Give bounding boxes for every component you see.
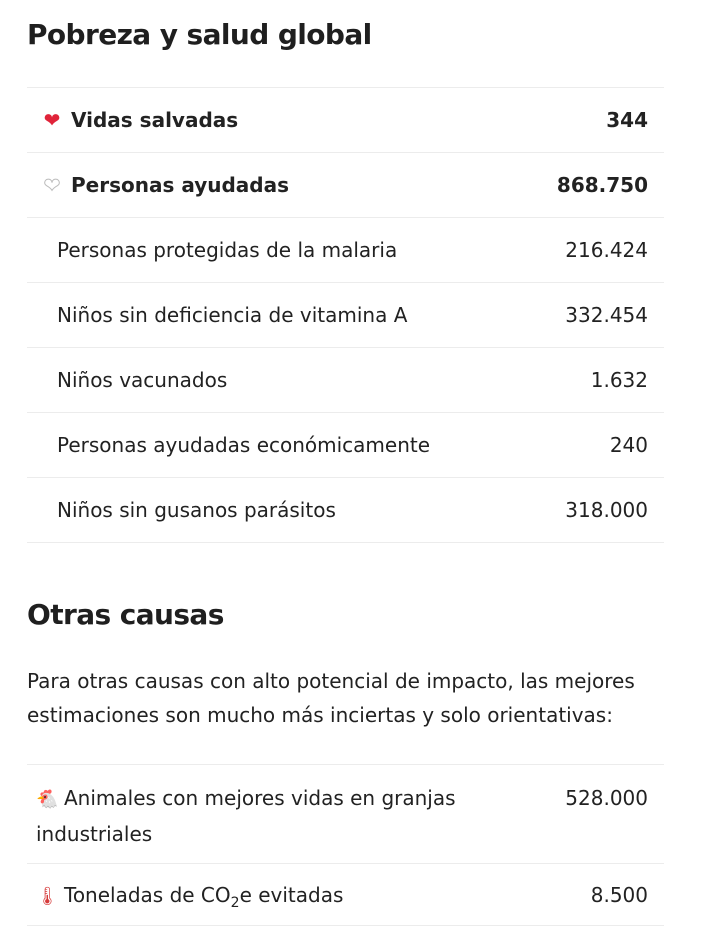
- red-heart-icon: ❤: [43, 108, 61, 132]
- table-row-vitamin-a: [27, 283, 664, 348]
- row-label-text: Vidas salvadas: [71, 108, 239, 132]
- row-value: 528.000: [565, 786, 648, 810]
- section-title-other-causes: Otras causas: [27, 598, 224, 631]
- row-label: Niños sin gusanos parásitos: [57, 498, 336, 522]
- table-row-lives-saved: [27, 88, 664, 153]
- poverty-impact-table: [27, 87, 664, 543]
- row-label-text-before: Toneladas de CO: [64, 882, 231, 907]
- row-label-text: Personas ayudadas: [71, 173, 290, 197]
- row-value: 868.750: [556, 173, 648, 197]
- row-value: 240: [609, 433, 648, 457]
- row-label: Niños sin deficiencia de vitamina A: [57, 303, 408, 327]
- row-label: [36, 781, 496, 851]
- table-row-vaccinated: [27, 348, 664, 413]
- row-label: Personas ayudadas económicamente: [57, 433, 431, 457]
- row-value: 318.000: [565, 498, 648, 522]
- row-value: 1.632: [590, 368, 648, 392]
- row-label-text-after: e evitadas: [239, 882, 344, 907]
- table-row-co2: [27, 864, 664, 926]
- row-label: [41, 173, 289, 197]
- row-label: Niños vacunados: [57, 368, 228, 392]
- row-label-text: Animales con mejores vidas en granjas industriales: [36, 786, 456, 846]
- row-value: 332.454: [565, 303, 648, 327]
- other-causes-table: [27, 764, 664, 926]
- other-causes-intro: Para otras causas con alto potencial de impacto, las mejores estimaciones son mucho más inciertas y solo orientativas:: [27, 669, 635, 727]
- thermometer-icon: 🌡: [36, 885, 59, 907]
- row-label-subscript: 2: [230, 894, 240, 911]
- row-label: [41, 108, 238, 132]
- row-value: 8.500: [590, 882, 648, 907]
- row-label: Personas protegidas de la malaria: [57, 238, 398, 262]
- table-row-people-helped: [27, 153, 664, 218]
- table-row-malaria: [27, 218, 664, 283]
- row-value: 216.424: [565, 238, 648, 262]
- section-title-poverty: Pobreza y salud global: [27, 18, 372, 51]
- table-row-deworming: [27, 478, 664, 543]
- table-row-animals: [27, 765, 664, 864]
- table-row-economic: [27, 413, 664, 478]
- white-heart-icon: ❤: [43, 173, 61, 197]
- hen-icon: 🐔: [36, 789, 59, 810]
- row-value: 344: [606, 108, 648, 132]
- row-label: [36, 882, 344, 911]
